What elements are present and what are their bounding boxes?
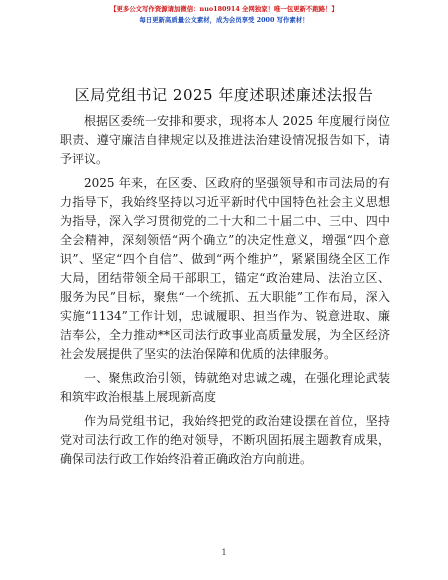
promo-line-wechat: 【更多公文写作资源请加微信：nuo180914 全网独家！唯一包更新不跑路！】: [110, 5, 338, 13]
document-title: 区局党组书记 2025 年度述职述廉述法报告: [74, 86, 374, 104]
promo-line-membership: 每日更新高质量公文素材，成为会员享受 2000 写作素材！: [139, 16, 309, 24]
paragraph-section-1: 作为局党组书记，我始终把党的政治建设摆在首位，坚持党对司法行政工作的绝对领导，不断巩固拓展主题教育成果，确保司法行政工作始终沿着正确政治方向前进。: [60, 414, 390, 466]
paragraph-intro: 根据区委统一安排和要求，现将本人 2025 年度履行岗位职责、遵守廉洁自律规定以及推进法治建设情况报告如下，请予评议。: [60, 114, 390, 166]
section-heading-1: 一、聚焦政治引领，铸就绝对忠诚之魂，在强化理论武装和筑牢政治根基上展现新高度: [60, 371, 390, 404]
document-body: [60, 112, 390, 474]
paragraph-overview: 2025 年来，在区委、区政府的坚强领导和市司法局的有力指导下，我始终坚持以习近平新时代中国特色社会主义思想为指导，深入学习贯彻党的二十大和二十届二中、三中、四中全会精神，深刻领悟“两个确立”的决定性意义，增强“四个意识”、坚定“四个自信”、做到“两个维护”，紧紧围绕全区工作大局，团结带领全局干部职工，锚定“政治建局、法治立区、服务为民”目标，聚焦“一个统抓、五大职能”工作布局，深入实施“1134”工作计划，忠诚履职、担当作为、锐意进取、廉洁奉公，全力推动**区司法行政事业高质量发展，为全区经济社会发展提供了坚实的法治保障和优质的法律服务。: [60, 176, 390, 361]
promo-header: [0, 4, 448, 26]
page-number: 1: [221, 548, 227, 557]
